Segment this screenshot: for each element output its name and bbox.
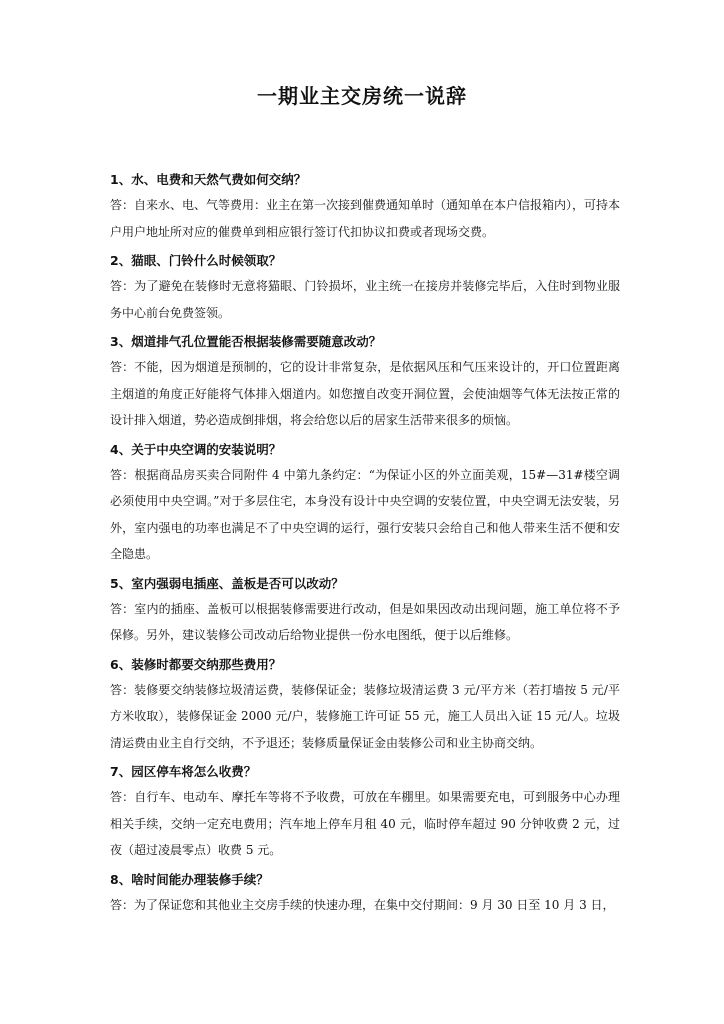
answer-5: 答：室内的插座、盖板可以根据装修需要进行改动，但是如果因改动出现问题，施工单位将不予保修。另外，建议装修公司改动后给物业提供一份水电图纸，便于以后维修。 xyxy=(110,601,620,642)
question-2: 2、猫眼、门铃什么时候领取？ xyxy=(110,253,282,268)
answer-4: 答：根据商品房买卖合同附件 4 中第九条约定：“为保证小区的外立面美观，15#—31#楼空调必须使用中央空调。”对于多层住宅，本身没有设计中央空调的安装位置，中央空调无法安装，另外，室内强电的功率也满足不了中央空调的运行，强行安装只会给自己和他人带来生活不便和安全隐患。 xyxy=(110,467,620,561)
question-5: 5、室内强弱电插座、盖板是否可以改动？ xyxy=(110,575,344,591)
question-8: 8、啥时间能办理装修手续？ xyxy=(110,871,269,887)
answer-8: 答：为了保证您和其他业主交房手续的快速办理，在集中交付期间：9 月 30 日至 10 月 3 日， xyxy=(110,897,615,912)
answer-2: 答：为了避免在装修时无意将猫眼、门铃损坏，业主统一在接房并装修完毕后，入住时到物业服务中心前台免费签领。 xyxy=(110,279,620,320)
answer-1: 答：自来水、电、气等费用：业主在第一次接到催费通知单时（通知单在本户信报箱内），可持本户用户地址所对应的催费单到相应银行签订代扣协议扣费或者现场交费。 xyxy=(110,198,621,239)
page-title: 一期业主交房统一说辞 xyxy=(257,84,467,108)
answer-6: 答：装修要交纳装修垃圾清运费，装修保证金；装修垃圾清运费 3 元/平方米（若打墙按 5 元/平方米收取），装修保证金 2000 元/户，装修施工许可证 55 元，施工人员出入证 15 元/人。垃圾清运费由业主自行交纳，不予退还；装修质量保证金由装修公司和业主协商交纳。 xyxy=(110,682,620,750)
answer-3: 答：不能，因为烟道是预制的，它的设计非常复杂，是依据风压和气压来设计的，开口位置距离主烟道的角度正好能将气体排入烟道内。如您擅自改变开洞位置，会使油烟等气体无法按正常的设计排入烟道，势必造成倒排烟，将会给您以后的居家生活带来很多的烦恼。 xyxy=(110,360,620,427)
question-1: 1、水、电费和天然气费如何交纳？ xyxy=(110,172,307,187)
question-3: 3、烟道排气孔位置能否根据装修需要随意改动？ xyxy=(110,334,382,349)
question-6: 6、装修时都要交纳那些费用？ xyxy=(110,656,282,672)
question-4: 4、关于中央空调的安装说明？ xyxy=(110,441,282,457)
answer-7: 答：自行车、电动车、摩托车等将不予收费，可放在车棚里。如果需要充电，可到服务中心办理相关手续，交纳一定充电费用；汽车地上停车月租 40 元，临时停车超过 90 分钟收费 2 元，过夜（超过凌晨零点）收费 5 元。 xyxy=(110,790,620,857)
question-7: 7、园区停车将怎么收费？ xyxy=(110,764,257,779)
qa-list xyxy=(110,168,620,922)
